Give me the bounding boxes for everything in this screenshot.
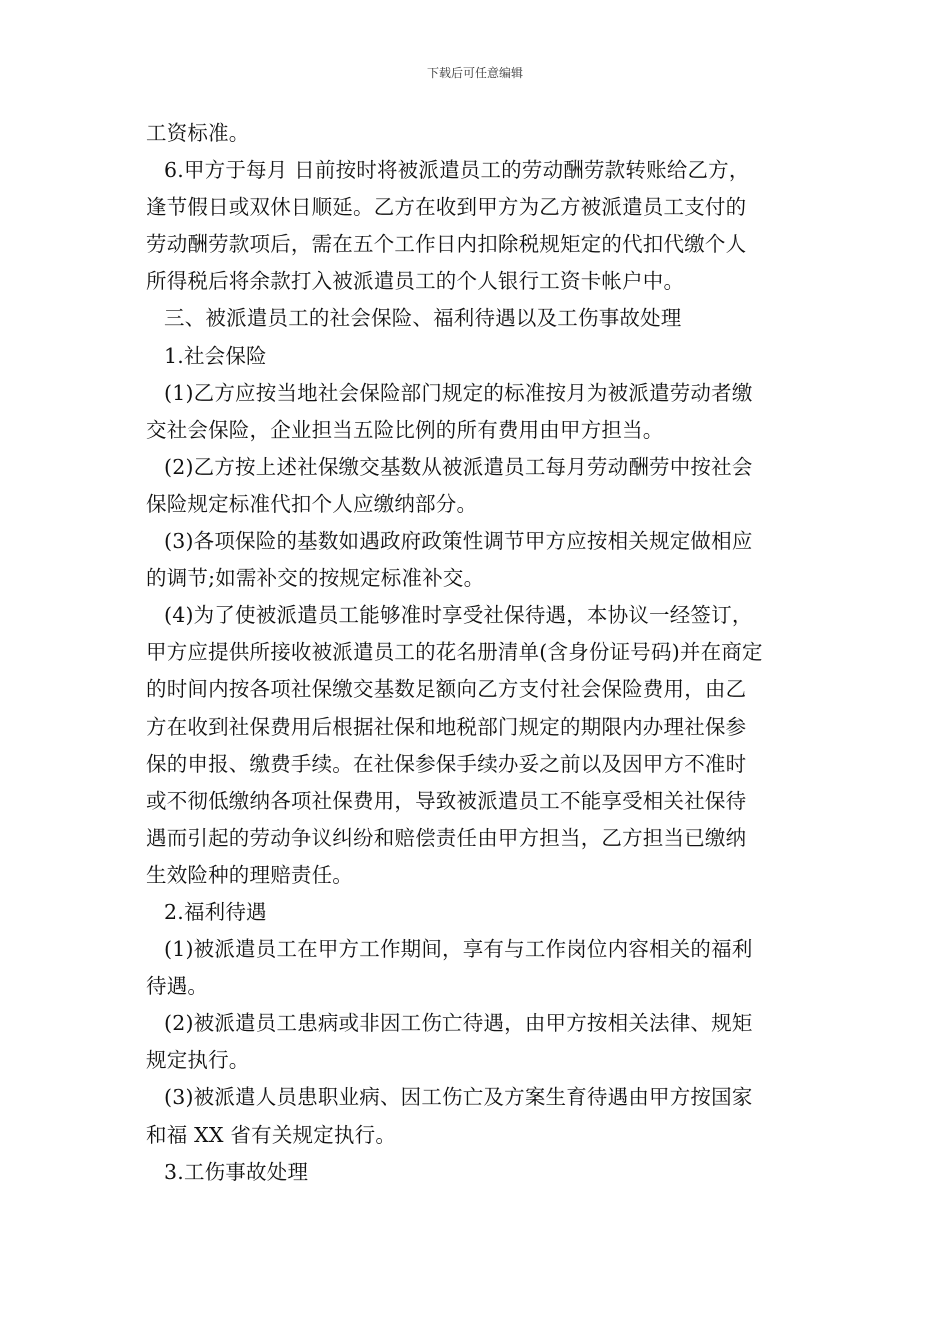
document-line: (4)为了使被派遣员工能够准时享受社保待遇，本协议一经签订， xyxy=(164,603,753,628)
document-line: 所得税后将余款打入被派遣员工的个人银行工资卡帐户中。 xyxy=(146,269,685,294)
document-line: 6.甲方于每月 日前按时将被派遣员工的劳动酬劳款转账给乙方， xyxy=(164,158,750,183)
document-line: 生效险种的理赔责任。 xyxy=(146,862,353,887)
document-line: 或不彻低缴纳各项社保费用，导致被派遣员工不能享受相关社保待 xyxy=(146,788,747,813)
document-line: 待遇。 xyxy=(146,974,209,999)
document-line: (2)乙方按上述社保缴交基数从被派遣员工每月劳动酬劳中按社会 xyxy=(164,454,753,479)
document-line: 劳动酬劳款项后，需在五个工作日内扣除税规矩定的代扣代缴个人 xyxy=(146,232,747,257)
document-line: 1.社会保险 xyxy=(164,343,267,368)
document-line: 保的申报、缴费手续。在社保参保手续办妥之前以及因甲方不准时 xyxy=(146,751,747,776)
document-line: (3)各项保险的基数如遇政府政策性调节甲方应按相关规定做相应 xyxy=(164,529,753,554)
document-line: 遇而引起的劳动争议纠纷和赔偿责任由甲方担当，乙方担当已缴纳 xyxy=(146,825,747,850)
document-body xyxy=(146,115,810,1191)
document-line: 和福 XX 省有关规定执行。 xyxy=(146,1122,397,1147)
document-line: 交社会保险，企业担当五险比例的所有费用由甲方担当。 xyxy=(146,417,664,442)
document-line: 逢节假日或双休日顺延。乙方在收到甲方为乙方被派遣员工支付的 xyxy=(146,195,747,220)
document-line: 甲方应提供所接收被派遣员工的花名册清单(含身份证号码)并在商定 xyxy=(146,640,763,665)
document-line: (1)乙方应按当地社会保险部门规定的标准按月为被派遣劳动者缴 xyxy=(164,380,753,405)
document-line: 保险规定标准代扣个人应缴纳部分。 xyxy=(146,491,478,516)
page-header: 下载后可任意编辑 xyxy=(426,66,523,80)
document-line: (1)被派遣员工在甲方工作期间，享有与工作岗位内容相关的福利 xyxy=(164,937,753,962)
document-line: (3)被派遣人员患职业病、因工伤亡及方案生育待遇由甲方按国家 xyxy=(164,1085,753,1110)
document-line: (2)被派遣员工患病或非因工伤亡待遇，由甲方按相关法律、规矩 xyxy=(164,1011,753,1036)
document-line: 2.福利待遇 xyxy=(164,899,267,924)
document-line: 方在收到社保费用后根据社保和地税部门规定的期限内办理社保参 xyxy=(146,714,747,739)
document-line: 工资标准。 xyxy=(146,121,250,145)
document-line: 三、被派遣员工的社会保险、福利待遇以及工伤事故处理 xyxy=(164,306,682,331)
document-line: 的调节;如需补交的按规定标准补交。 xyxy=(146,566,485,591)
document-line: 3.工伤事故处理 xyxy=(164,1159,309,1184)
document-line: 规定执行。 xyxy=(146,1048,250,1073)
document-line: 的时间内按各项社保缴交基数足额向乙方支付社会保险费用，由乙 xyxy=(146,677,747,702)
